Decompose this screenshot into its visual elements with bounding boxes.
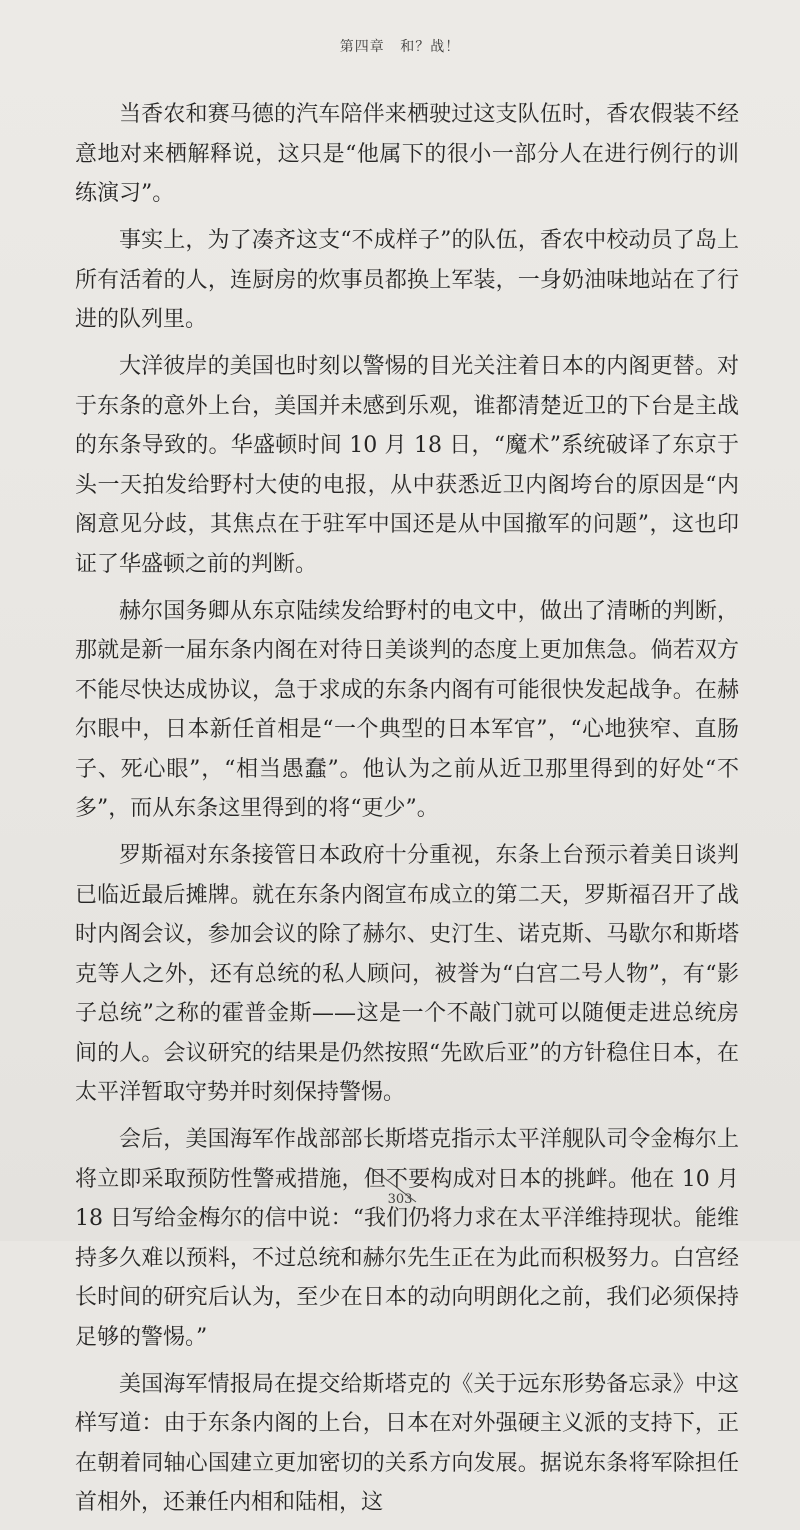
paragraph: 赫尔国务卿从东京陆续发给野村的电文中，做出了清晰的判断，那就是新一届东条内阁在对待日美谈判的态度上更加焦急。倘若双方不能尽快达成协议，急于求成的东条内阁有可能很快发起战争。在赫尔眼中，日本新任首相是“一个典型的日本军官”，“心地狭窄、直肠子、死心眼”，“相当愚蠢”。他认为之前从近卫那里得到的好处“不多”，而从东条这里得到的将“更少”。 bbox=[75, 598, 739, 821]
paragraph: 美国海军情报局在提交给斯塔克的《关于远东形势备忘录》中这样写道：由于东条内阁的上台，日本在对外强硬主义派的支持下，正在朝着同轴心国建立更加密切的关系方向发展。据说东条将军除担任首相外，还兼任内相和陆相，这 bbox=[75, 1371, 739, 1515]
paragraph: 大洋彼岸的美国也时刻以警惕的目光关注着日本的内阁更替。对于东条的意外上台，美国并未感到乐观，谁都清楚近卫的下台是主战的东条导致的。华盛顿时间 10 月 18 日，“魔术”系统破译了东京于头一天拍发给野村大使的电报，从中获悉近卫内阁垮台的原因是“内阁意见分歧，其焦点在于驻军中国还是从中国撤军的问题”，这也印证了华盛顿之前的判断。 bbox=[75, 354, 739, 577]
chapter-title: 和？战！ bbox=[400, 39, 461, 55]
running-header bbox=[0, 36, 800, 56]
body-text bbox=[75, 95, 739, 1530]
paragraph: 会后，美国海军作战部部长斯塔克指示太平洋舰队司令金梅尔上将立即采取预防性警戒措施，但不要构成对日本的挑衅。他在 10 月 18 日写给金梅尔的信中说：“我们仍将力求在太平洋维持现状。能维持多久难以预料，不过总统和赫尔先生正在为此而积极努力。白宫经长时间的研究后认为，至少在日本的动向明朗化之前，我们必须保持足够的警惕。” bbox=[75, 1127, 739, 1350]
page-number: 303 bbox=[387, 1192, 413, 1207]
paragraph: 罗斯福对东条接管日本政府十分重视，东条上台预示着美日谈判已临近最后摊牌。就在东条内阁宣布成立的第二天，罗斯福召开了战时内阁会议，参加会议的除了赫尔、史汀生、诺克斯、马歇尔和斯塔克等人之外，还有总统的私人顾问，被誉为“白宫二号人物”，有“影子总统”之称的霍普金斯——这是一个不敲门就可以随便走进总统房间的人。会议研究的结果是仍然按照“先欧后亚”的方针稳住日本，在太平洋暂取守势并时刻保持警惕。 bbox=[75, 843, 739, 1105]
paragraph: 当香农和赛马德的汽车陪伴来栖驶过这支队伍时，香农假装不经意地对来栖解释说，这只是“他属下的很小一部分人在进行例行的训练演习”。 bbox=[75, 102, 739, 206]
paragraph: 事实上，为了凑齐这支“不成样子”的队伍，香农中校动员了岛上所有活着的人，连厨房的炊事员都换上军装，一身奶油味地站在了行进的队列里。 bbox=[75, 228, 739, 332]
chapter-number: 第四章 bbox=[339, 39, 385, 55]
